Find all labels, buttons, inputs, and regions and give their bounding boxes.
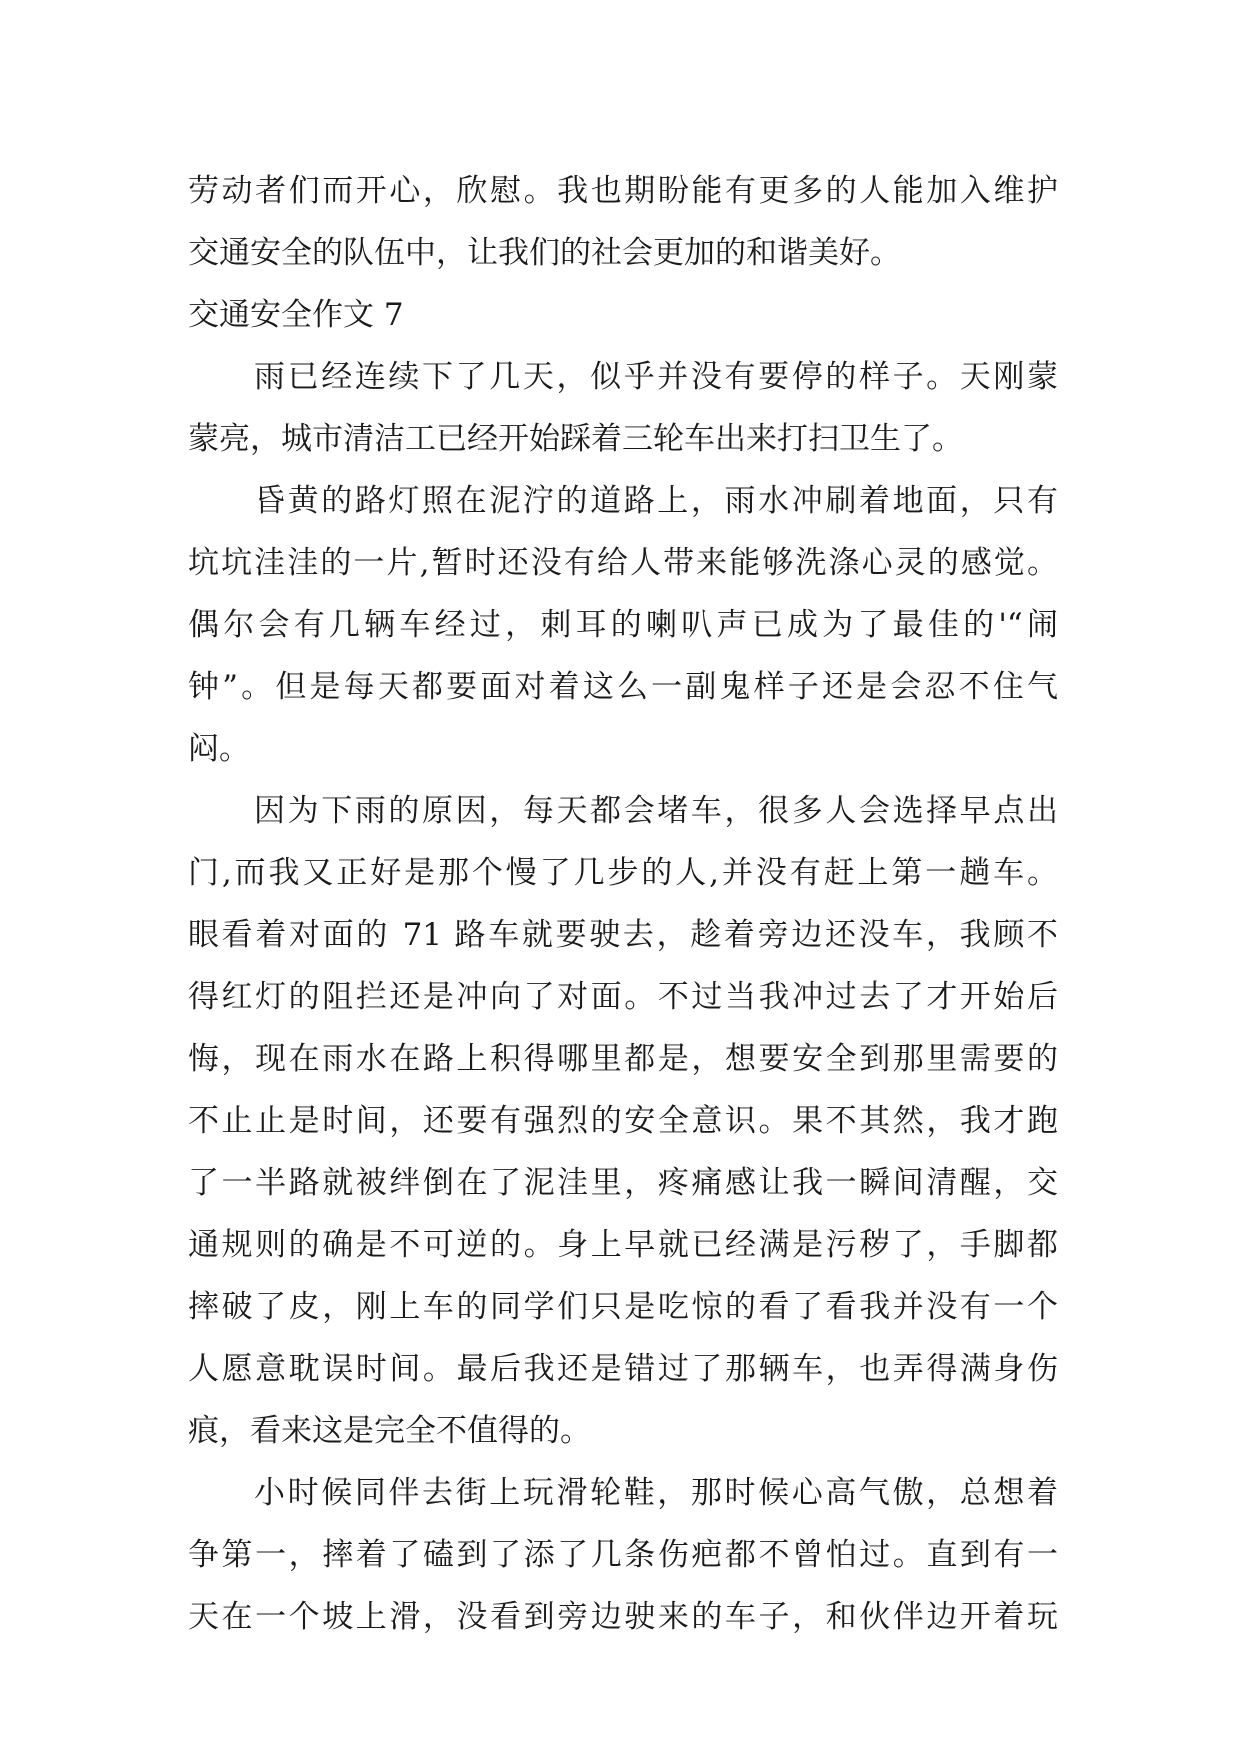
text-line-16: 不止止是时间，还要有强烈的安全意识。果不其然，我才跑 bbox=[188, 1103, 1058, 1139]
text-line-20: 人愿意耽误时间。最后我还是错过了那辆车，也弄得满身伤 bbox=[188, 1351, 1058, 1387]
text-line-17: 了一半路就被绊倒在了泥洼里，疼痛感让我一瞬间清醒，交 bbox=[188, 1165, 1058, 1201]
text-line-11: 因为下雨的原因，每天都会堵车，很多人会选择早点出 bbox=[254, 793, 1058, 829]
text-line-12: 门,而我又正好是那个慢了几步的人,并没有赶上第一趟车。 bbox=[188, 855, 1058, 891]
text-line-18: 通规则的确是不可逆的。身上早就已经满是污秽了，手脚都 bbox=[188, 1227, 1058, 1263]
text-line-15: 悔，现在雨水在路上积得哪里都是，想要安全到那里需要的 bbox=[188, 1041, 1058, 1077]
text-line-19: 摔破了皮，刚上车的同学们只是吃惊的看了看我并没有一个 bbox=[188, 1289, 1058, 1325]
text-line-21: 痕，看来这是完全不值得的。 bbox=[188, 1413, 591, 1449]
text-line-24: 天在一个坡上滑，没看到旁边驶来的车子，和伙伴边开着玩 bbox=[188, 1599, 1058, 1635]
text-line-13: 眼看着对面的 71 路车就要驶去，趁着旁边还没车，我顾不 bbox=[188, 917, 1058, 953]
text-line-9: 钟”。但是每天都要面对着这么一副鬼样子还是会忍不住气 bbox=[188, 669, 1058, 705]
text-line-10: 闷。 bbox=[188, 731, 250, 767]
text-line-6: 昏黄的路灯照在泥泞的道路上，雨水冲刷着地面，只有 bbox=[254, 483, 1058, 519]
text-line-2: 交通安全的队伍中，让我们的社会更加的和谐美好。 bbox=[188, 235, 901, 271]
text-line-5: 蒙亮，城市清洁工已经开始踩着三轮车出来打扫卫生了。 bbox=[188, 421, 963, 457]
text-line-8: 偶尔会有几辆车经过，刺耳的喇叭声已成为了最佳的'“闹 bbox=[188, 607, 1058, 643]
text-line-4: 雨已经连续下了几天，似乎并没有要停的样子。天刚蒙 bbox=[254, 359, 1058, 395]
text-line-14: 得红灯的阻拦还是冲向了对面。不过当我冲过去了才开始后 bbox=[188, 979, 1058, 1015]
text-line-23: 争第一，摔着了磕到了添了几条伤疤都不曾怕过。直到有一 bbox=[188, 1537, 1058, 1573]
section-heading: 交通安全作文 7 bbox=[188, 297, 404, 333]
text-line-1: 劳动者们而开心，欣慰。我也期盼能有更多的人能加入维护 bbox=[188, 173, 1058, 209]
text-line-7: 坑坑洼洼的一片,暂时还没有给人带来能够洗涤心灵的感觉。 bbox=[188, 545, 1058, 581]
document-page bbox=[188, 160, 1058, 1648]
text-line-22: 小时候同伴去街上玩滑轮鞋，那时候心高气傲，总想着 bbox=[254, 1475, 1058, 1511]
